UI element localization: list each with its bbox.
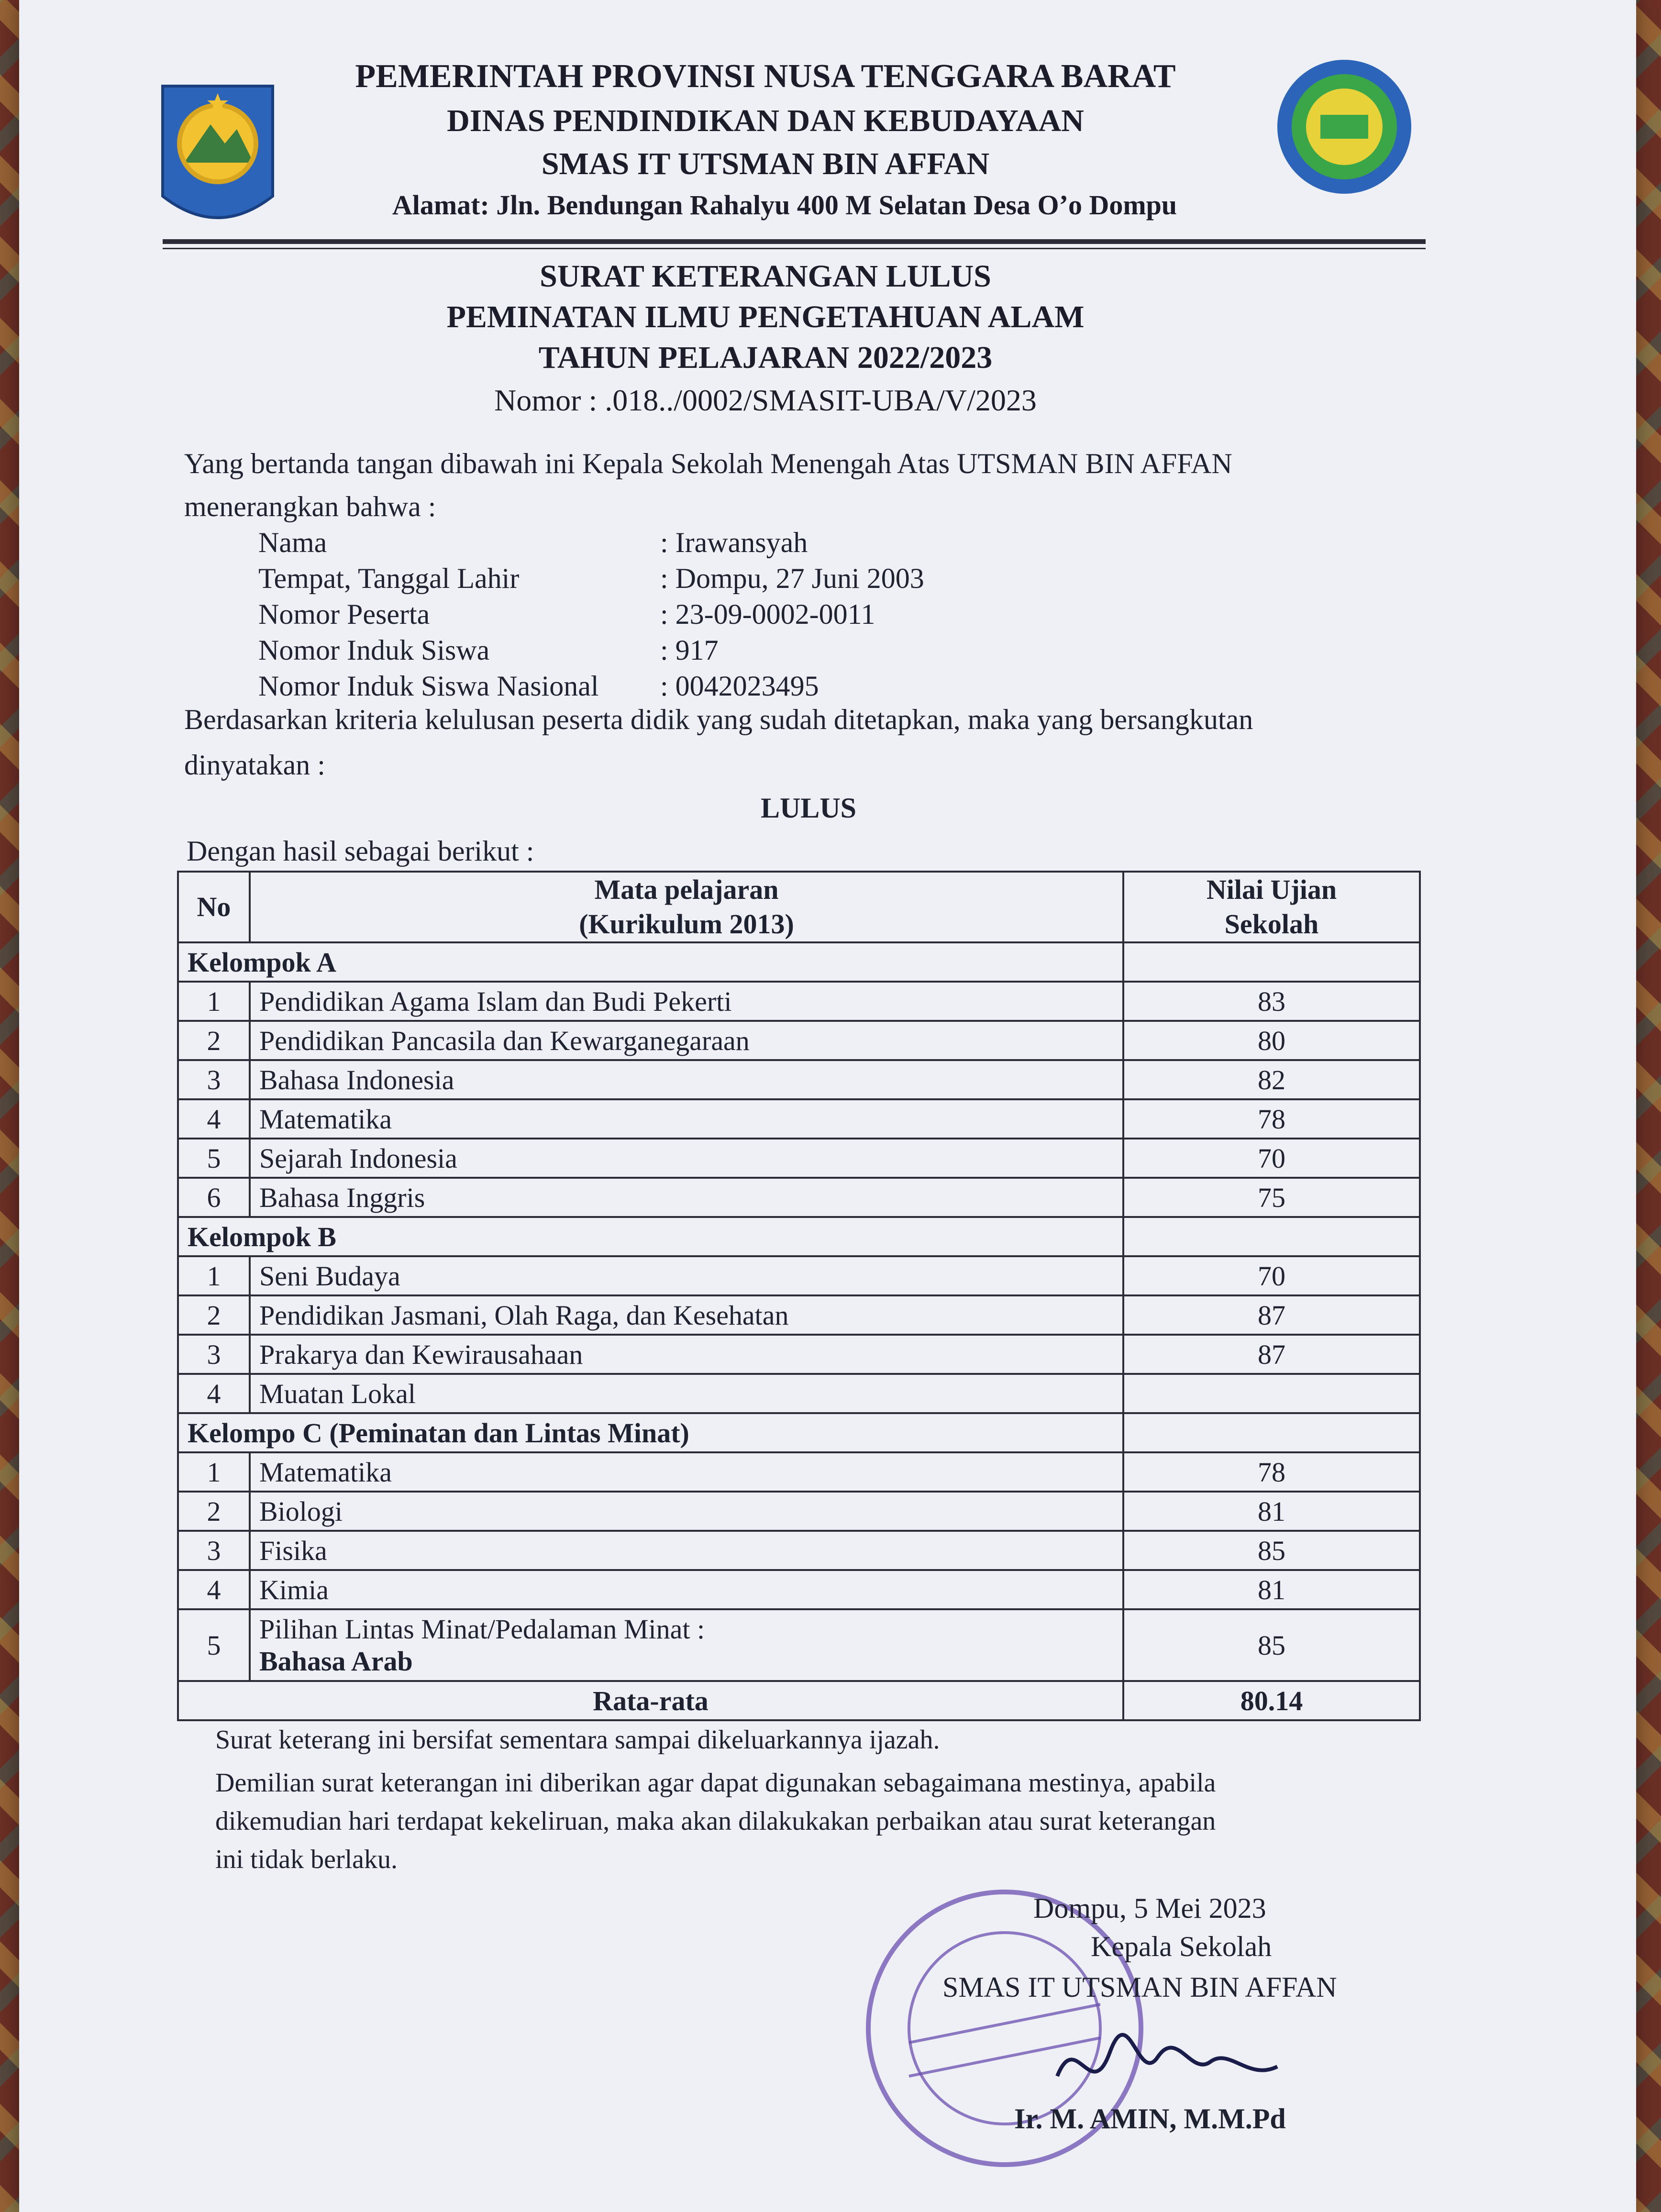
table-row: 1 Seni Budaya 70: [178, 1256, 1420, 1295]
header-score: [1123, 872, 1420, 942]
results-intro: Dengan hasil sebagai berikut :: [187, 835, 534, 867]
group-row: [178, 1217, 1420, 1256]
score-cell: 70: [1123, 1256, 1420, 1295]
score-cell: 85: [1123, 1609, 1420, 1681]
field-label-nisn: Nomor Induk Siswa Nasional: [258, 670, 599, 702]
group-b-label: Kelompok B: [178, 1217, 1123, 1256]
header-school: SMAS IT UTSMAN BIN AFFAN: [541, 146, 990, 181]
ntb-emblem-icon: [158, 81, 277, 239]
table-row: 3 Prakarya dan Kewirausahaan 87: [178, 1335, 1420, 1374]
subject-cell: Prakarya dan Kewirausahaan: [250, 1335, 1123, 1374]
score-cell: 82: [1123, 1060, 1420, 1099]
header-divider-thin: [163, 248, 1426, 249]
sign-place-date: Dompu, 5 Mei 2023: [1033, 1892, 1266, 1924]
note-line-1: Surat keterang ini bersifat sementara sampai dikeluarkannya ijazah.: [215, 1725, 940, 1755]
intro-text: Yang bertanda tangan dibawah ini Kepala Sekolah Menengah Atas UTSMAN BIN AFFAN: [184, 448, 1232, 479]
header-no: No: [178, 872, 250, 942]
average-row: [178, 1681, 1420, 1720]
subject-cell: Seni Budaya: [250, 1256, 1123, 1295]
subject-cell: Biologi: [250, 1492, 1123, 1531]
score-cell: 87: [1123, 1295, 1420, 1335]
table-row: 4 Muatan Lokal: [178, 1374, 1420, 1413]
academic-year: TAHUN PELAJARAN 2022/2023: [538, 340, 993, 375]
header-address: Alamat: Jln. Bendungan Rahalyu 400 M Selatan Desa O’o Dompu: [392, 189, 1177, 221]
subject-cell: Kimia: [250, 1570, 1123, 1609]
header-government: PEMERINTAH PROVINSI NUSA TENGGARA BARAT: [355, 58, 1176, 95]
field-value-birth: : Dompu, 27 Juni 2003: [660, 563, 924, 594]
header-score-line1: Nilai Ujian: [1206, 874, 1337, 905]
table-row: 6 Bahasa Inggris 75: [178, 1178, 1420, 1217]
subject-cell: Pendidikan Agama Islam dan Budi Pekerti: [250, 982, 1123, 1021]
score-cell: [1123, 1374, 1420, 1413]
subject-cell: Bahasa Inggris: [250, 1178, 1123, 1217]
note-line-4: ini tidak berlaku.: [215, 1845, 398, 1874]
document-title: SURAT KETERANGAN LULUS: [540, 259, 991, 294]
field-label-nis: Nomor Induk Siswa: [258, 634, 490, 666]
note-line-2: Demilian surat keterangan ini diberikan agar dapat digunakan sebagaimana mestinya, apabila: [215, 1768, 1216, 1798]
subject-cell: Fisika: [250, 1531, 1123, 1570]
table-row: 4 Kimia 81: [178, 1570, 1420, 1609]
header-subject-line2: (Kurikulum 2013): [579, 908, 794, 940]
table-row: 2 Pendidikan Pancasila dan Kewarganegaraan 80: [178, 1021, 1420, 1060]
sign-name: Ir. M. AMIN, M.M.Pd: [1014, 2103, 1286, 2135]
field-label-name: Nama: [258, 527, 327, 558]
header-subject-line1: Mata pelajaran: [594, 874, 779, 905]
score-cell: 81: [1123, 1570, 1420, 1609]
table-row: 3 Fisika 85: [178, 1531, 1420, 1570]
document-subtitle: PEMINATAN ILMU PENGETAHUAN ALAM: [446, 299, 1085, 334]
table-row: 5 Sejarah Indonesia 70: [178, 1139, 1420, 1178]
header-divider: [163, 239, 1426, 244]
subject-cell: Muatan Lokal: [250, 1374, 1123, 1413]
basis-text-2: dinyatakan :: [184, 749, 325, 781]
sign-school: SMAS IT UTSMAN BIN AFFAN: [942, 1971, 1337, 2003]
subject-cell: Pendidikan Pancasila dan Kewarganegaraan: [250, 1021, 1123, 1060]
basis-text: Berdasarkan kriteria kelulusan peserta didik yang sudah ditetapkan, maka yang bersangkutan: [184, 704, 1253, 735]
group-row: [178, 942, 1420, 982]
certificate-page: [19, 0, 1636, 2212]
score-cell: 70: [1123, 1139, 1420, 1178]
score-cell: 83: [1123, 982, 1420, 1021]
subject-line2: Bahasa Arab: [259, 1646, 413, 1677]
average-label: Rata-rata: [178, 1681, 1123, 1720]
group-a-label: Kelompok A: [178, 942, 1123, 982]
field-label-participant-number: Nomor Peserta: [258, 598, 430, 630]
header-subject: [250, 872, 1123, 942]
field-value-name: : Irawansyah: [660, 527, 808, 558]
document-number: Nomor : .018../0002/SMASIT-UBA/V/2023: [494, 383, 1037, 417]
score-cell: 85: [1123, 1531, 1420, 1570]
table-row: 1 Matematika 78: [178, 1452, 1420, 1492]
header-score-line2: Sekolah: [1224, 908, 1319, 940]
result-status: LULUS: [760, 792, 857, 824]
field-value-participant-number: : 23-09-0002-0011: [660, 598, 875, 630]
note-line-3: dikemudian hari terdapat kekeliruan, maka akan dilakukakan perbaikan atau surat keterangan: [215, 1806, 1216, 1836]
table-row: 1 Pendidikan Agama Islam dan Budi Pekerti 83: [178, 982, 1420, 1021]
table-row: 4 Matematika 78: [178, 1099, 1420, 1139]
sign-role: Kepala Sekolah: [1091, 1931, 1272, 1962]
group-row: [178, 1413, 1420, 1452]
header-department: DINAS PENDINDIKAN DAN KEBUDAYAAN: [447, 103, 1084, 138]
score-cell: 81: [1123, 1492, 1420, 1531]
table-header-row: [178, 872, 1420, 942]
intro-text-2: menerangkan bahwa :: [184, 491, 436, 522]
score-cell: 80: [1123, 1021, 1420, 1060]
subject-cell: Matematika: [250, 1099, 1123, 1139]
table-row: 2 Pendidikan Jasmani, Olah Raga, dan Kesehatan 87: [178, 1295, 1420, 1335]
table-row: 2 Biologi 81: [178, 1492, 1420, 1531]
field-label-birth: Tempat, Tanggal Lahir: [258, 563, 520, 594]
score-cell: 78: [1123, 1099, 1420, 1139]
score-cell: 87: [1123, 1335, 1420, 1374]
field-value-nis: : 917: [660, 634, 719, 666]
school-logo-icon: [1273, 48, 1416, 206]
group-c-label: Kelompo C (Peminatan dan Lintas Minat): [178, 1413, 1123, 1452]
handwritten-signature-icon: [1048, 2009, 1287, 2105]
field-value-nisn: : 0042023495: [660, 670, 819, 702]
subject-cell: [250, 1609, 1123, 1681]
subject-cell: Bahasa Indonesia: [250, 1060, 1123, 1099]
subject-cell: Sejarah Indonesia: [250, 1139, 1123, 1178]
score-cell: 75: [1123, 1178, 1420, 1217]
subject-cell: Pendidikan Jasmani, Olah Raga, dan Kesehatan: [250, 1295, 1123, 1335]
subject-cell: Matematika: [250, 1452, 1123, 1492]
grades-table: [177, 871, 1421, 1721]
subject-line1: Pilihan Lintas Minat/Pedalaman Minat :: [259, 1614, 705, 1645]
score-cell: 78: [1123, 1452, 1420, 1492]
average-value: 80.14: [1123, 1681, 1420, 1720]
table-row: 5 Pilihan Lintas Minat/Pedalaman Minat : Bahasa Arab 85: [178, 1609, 1420, 1681]
table-row: 3 Bahasa Indonesia 82: [178, 1060, 1420, 1099]
